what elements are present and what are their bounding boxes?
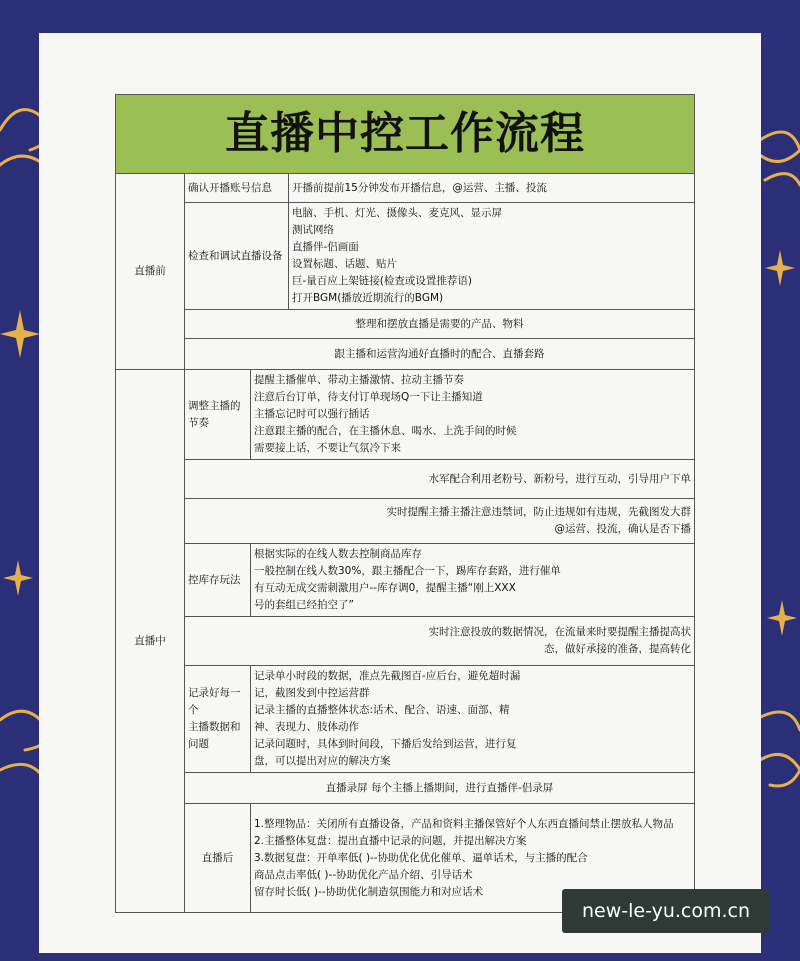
- content-line: 需要接上话，不要让气氛冷下来: [254, 442, 401, 454]
- content-line: 号的套组已经拍空了”: [254, 599, 354, 611]
- label-line: 个: [188, 704, 199, 716]
- table-row: [116, 666, 695, 773]
- content-line: 开播前提前15分钟发布开播信息，@运营、主播、投流: [292, 181, 547, 194]
- watermark-badge: new-le-yu.com.cn: [562, 889, 770, 933]
- label-line: 记录好每一: [188, 687, 241, 699]
- content-line: 记录主播的直播整体状态:话术、配合、语速、面部、精: [254, 704, 510, 716]
- note-cell: [185, 617, 695, 666]
- item-content: [289, 203, 695, 310]
- table-row: [116, 460, 695, 499]
- sparkle-icon: [767, 600, 797, 636]
- content-line: 实时注意投放的数据情况，在流量来时要提醒主播提高状: [428, 626, 691, 638]
- content-line: 2.主播整体复盘：提出直播中记录的问题，并提出解决方案: [254, 834, 527, 847]
- content-line: 1.整理物品：关闭所有直播设备，产品和资料主播保管好个人东西直播间禁止摆放私人物品: [254, 817, 674, 830]
- table-row: [116, 617, 695, 666]
- note-cell: 直播录屏 每个主播上播期间，进行直播伴-侣录屏: [185, 773, 695, 804]
- content-line: 记，截图发到中控运营群: [254, 687, 370, 699]
- content-line: 留存时长低( )--协助优化制造氛围能力和对应话术: [254, 885, 484, 898]
- cloud-swirl-icon: [765, 174, 800, 185]
- title-row: [116, 95, 695, 174]
- content-line: 电脑、手机、灯光、摄像头、麦克风、显示屏: [292, 207, 502, 219]
- content-line: 神、表现力、肢体动作: [254, 721, 359, 733]
- content-line: 一般控制在线人数30%，跟主播配合一下，踢库存套路，进行催单: [254, 565, 561, 577]
- table-row: [116, 174, 695, 203]
- item-label: 确认开播账号信息: [185, 174, 289, 203]
- cloud-swirl-icon: [760, 754, 800, 786]
- table-row: [116, 773, 695, 804]
- phase-label-during: 直播中: [116, 370, 185, 913]
- content-line: 设置标题、话题、贴片: [292, 258, 397, 270]
- content-line: 根据实际的在线人数去控制商品库存: [254, 548, 422, 560]
- item-label: [185, 666, 251, 773]
- item-content: [251, 666, 695, 773]
- content-line: 巨-量百应上架链接(检查或设置推荐语): [292, 275, 472, 287]
- item-content: [251, 544, 695, 617]
- note-cell: [185, 499, 695, 544]
- label-line: 节奏: [188, 416, 209, 429]
- content-line: 注意后台订单，待支付订单现场Q一下让主播知道: [254, 391, 483, 403]
- item-label: 检查和调试直播设备: [185, 203, 289, 310]
- cloud-swirl-icon: [755, 712, 800, 730]
- table-row: [116, 310, 695, 339]
- content-line: 记录单小时段的数据，准点先截图百-应后台，避免超时漏: [254, 670, 521, 682]
- content-line: 有互动无成交需刺激用户--库存调0，提醒主播“刚上XXX: [254, 582, 516, 594]
- phase-label-before: 直播前: [116, 174, 185, 370]
- content-line: 测试网络: [292, 224, 334, 236]
- sparkle-icon: [3, 560, 33, 596]
- table-row: [116, 203, 695, 310]
- content-line: 主播忘记时可以强行插话: [254, 408, 370, 420]
- content-line: 注意跟主播的配合，在主播休息、喝水、上洗手间的时候: [254, 425, 517, 437]
- table-row: [116, 499, 695, 544]
- item-label: 控库存玩法: [185, 544, 251, 617]
- note-cell: 跟主播和运营沟通好直播时的配合、直播套路: [185, 339, 695, 370]
- item-label: [185, 370, 251, 460]
- table-row: [116, 544, 695, 617]
- item-content: [289, 174, 695, 203]
- content-line: @运营、投流，确认是否下播: [554, 523, 691, 535]
- content-line: 商品点击率低( )--协助优化产品介绍、引导话术: [254, 868, 473, 881]
- content-line: 盘，可以提出对应的解决方案: [254, 755, 391, 767]
- content-line: 记录问题时，具体到时间段，下播后发给到运营，进行复: [254, 738, 517, 750]
- cloud-swirl-icon: [760, 132, 800, 161]
- content-line: 3.数据复盘：开单率低( )--协助优化优化催单、逼单话术，与主播的配合: [254, 851, 588, 864]
- content-line: 态，做好承接的准备，提高转化: [544, 643, 691, 655]
- content-line: 提醒主播催单、带动主播激情、拉动主播节奏: [254, 374, 464, 386]
- sparkle-icon: [765, 250, 795, 286]
- item-content: [251, 370, 695, 460]
- label-line: 问题: [188, 738, 209, 750]
- note-cell: 水军配合利用老粉号、新粉号，进行互动，引导用户下单: [185, 460, 695, 499]
- page-title: 直播中控工作流程: [116, 95, 695, 174]
- label-line: 调整主播的: [188, 399, 241, 412]
- content-line: 打开BGM(播放近期流行的BGM): [292, 292, 444, 304]
- workflow-table: [115, 94, 695, 913]
- content-line: 直播伴-侣画面: [292, 241, 359, 253]
- content-line: 实时提醒主播主播注意违禁词，防止违规如有违规，先截图发大群: [386, 506, 691, 518]
- table-row: [116, 339, 695, 370]
- note-cell: 整理和摆放直播是需要的产品、物料: [185, 310, 695, 339]
- sparkle-icon: [0, 310, 40, 358]
- label-line: 主播数据和: [188, 721, 241, 733]
- phase-label-after: 直播后: [185, 804, 251, 913]
- table-row: [116, 370, 695, 460]
